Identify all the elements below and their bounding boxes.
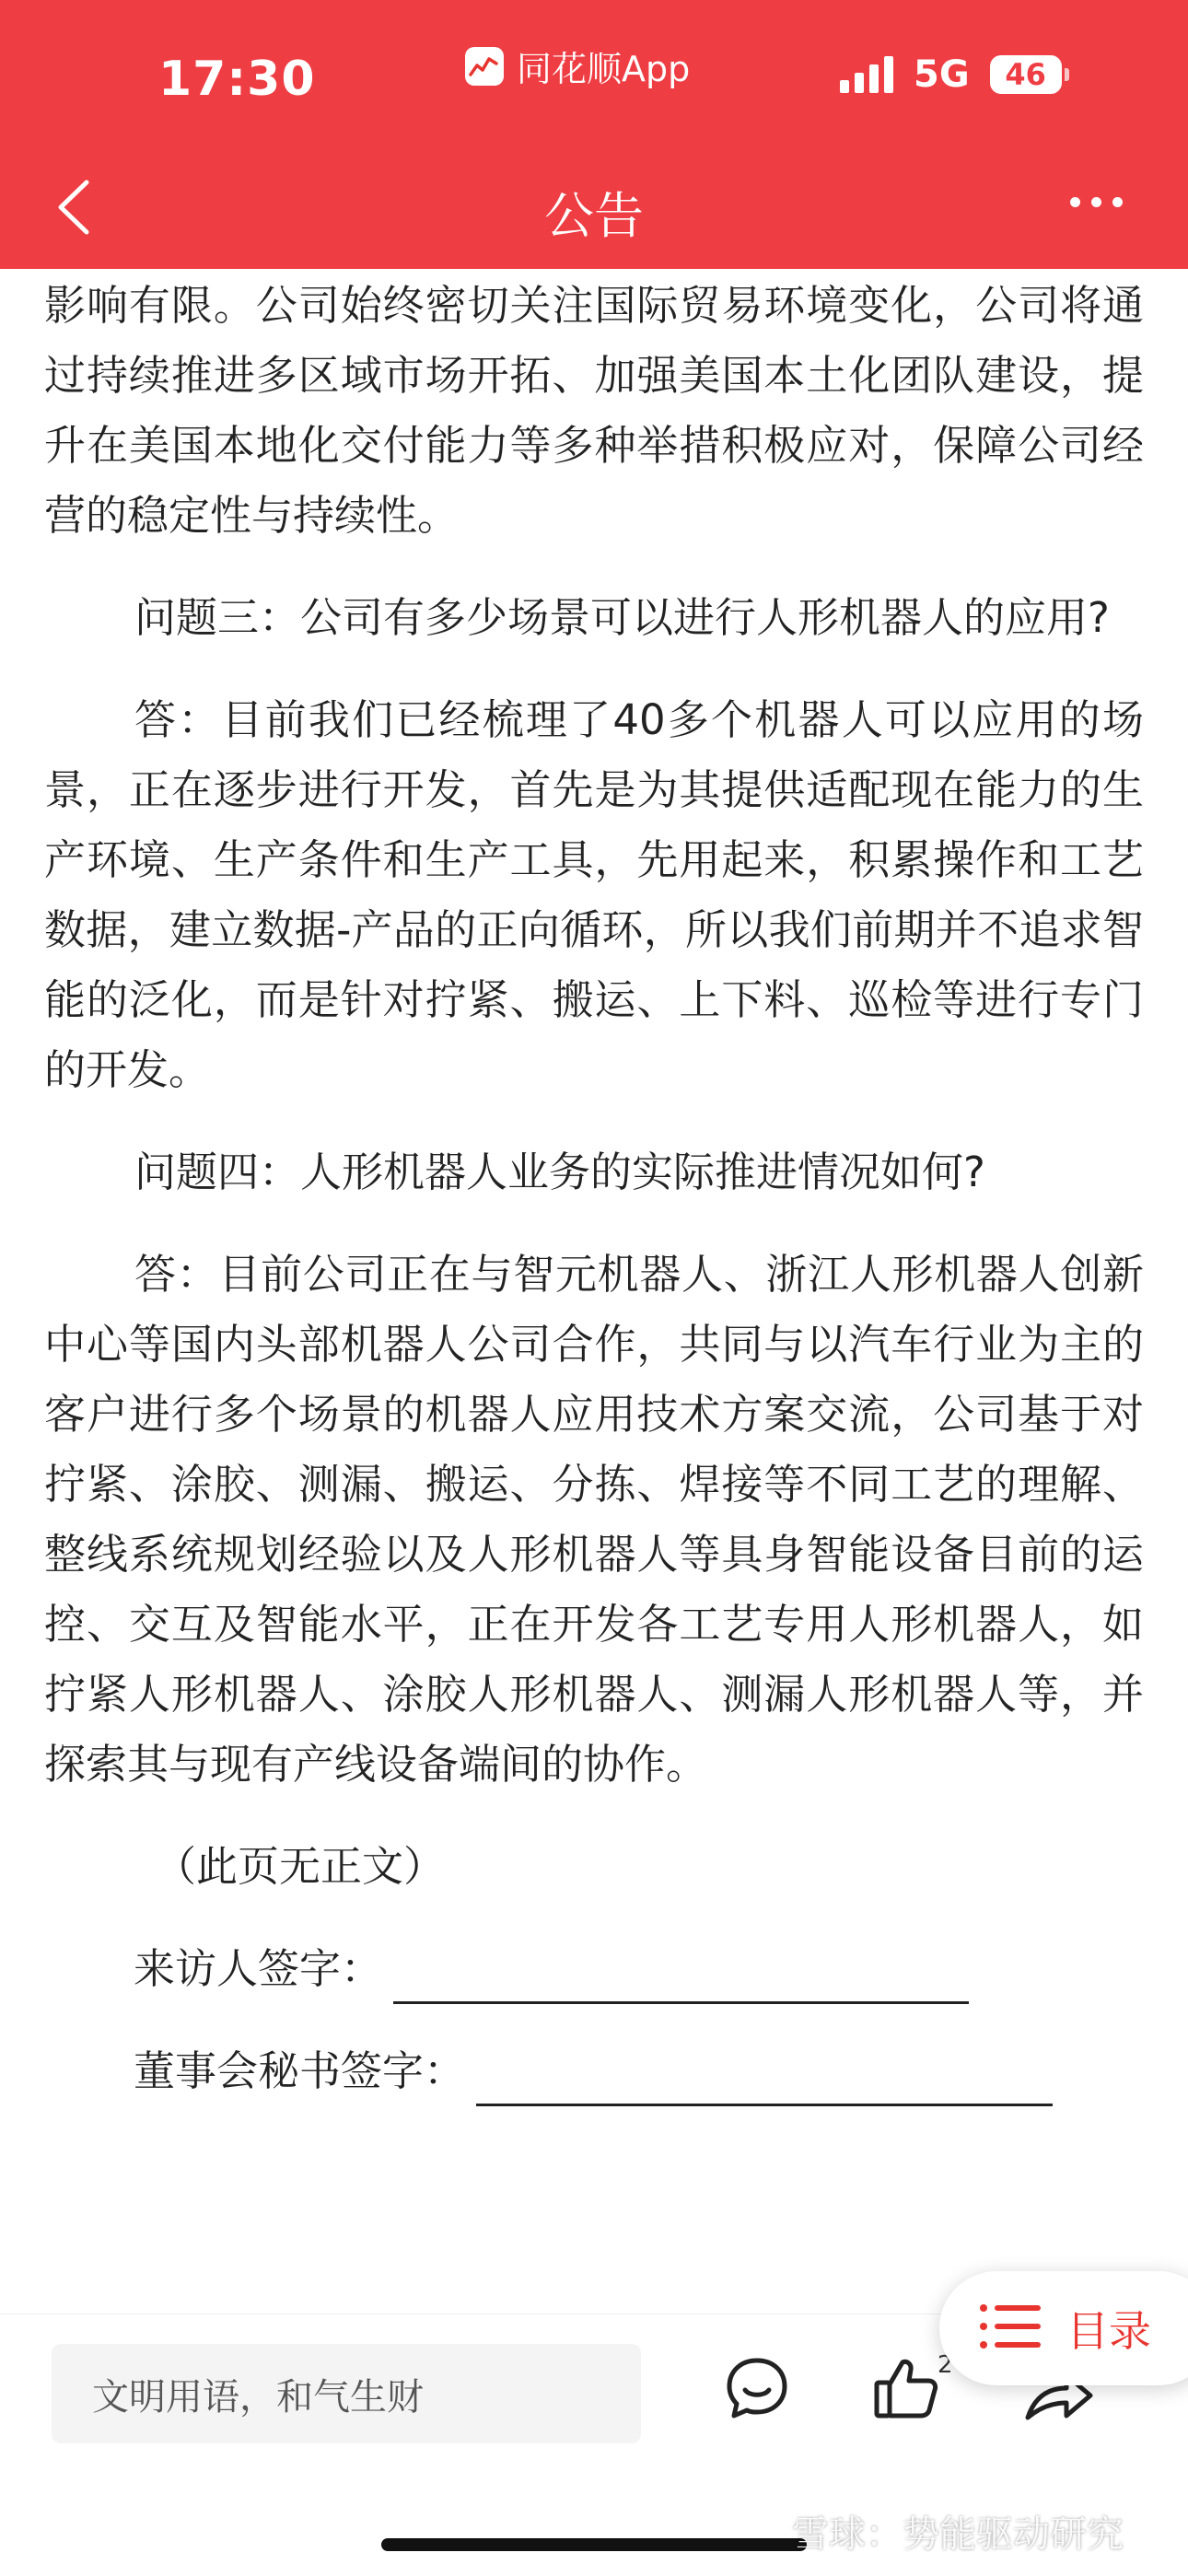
status-time: 17:30: [158, 52, 316, 107]
like-thumb-icon[interactable]: [871, 2353, 941, 2427]
secretary-signature-line: [0, 2036, 1188, 2106]
page-title: 公告: [544, 187, 644, 245]
announcement-content: [0, 269, 1188, 2314]
like-count: 2: [938, 2351, 953, 2379]
answer-three: 答：目前我们已经梳理了40多个机器人可以应用的场景，正在逐步进行开发，首先是为其提供适配现在能力的生产环境、生产条件和生产工具，先用起来，积累操作和工艺数据，建立数据-产品的正向循环，所以我们前期并不追求智能的泛化，而是针对拧紧、搬运、上下料、巡检等进行专门的开发。: [44, 695, 1144, 1094]
secretary-sign-label: 董事会秘书签字：: [134, 2046, 466, 2095]
status-indicators: [840, 53, 1069, 96]
answer-four: 答：目前公司正在与智元机器人、浙江人形机器人创新中心等国内头部机器人公司合作，共同与以汽车行业为主的客户进行多个场景的机器人应用技术方案交流，公司基于对拧紧、涂胶、测漏、搬运、分拣、焊接等不同工艺的理解、整线系统规划经验以及人形机器人等具身智能设备目前的运控、交互及智能水平，正在开发各工艺专用人形机器人，如拧紧人形机器人、涂胶人形机器人、测漏人形机器人等，并探索其与现有产线设备端间的协作。: [44, 1250, 1144, 1789]
paragraph-continuation: 影响有限。公司始终密切关注国际贸易环境变化，公司将通过持续推进多区域市场开拓、加强美国本土化团队建设，提升在美国本地化交付能力等多种举措积极应对，保障公司经营的稳定性与持续性。: [44, 281, 1144, 540]
visitor-sign-label: 来访人签字：: [134, 1944, 383, 1993]
comment-input[interactable]: 文明用语，和气生财: [52, 2344, 641, 2443]
battery-level: 46: [990, 55, 1062, 94]
toc-label: 目录: [1066, 2306, 1151, 2356]
watermark: [792, 2505, 1124, 2558]
watermark-text: 雪球：势能驱动研究: [792, 2513, 1124, 2556]
question-four: 问题四：人形机器人业务的实际推进情况如何?: [134, 1148, 985, 1196]
more-options-icon[interactable]: [1070, 197, 1123, 207]
question-three: 问题三：公司有多少场景可以进行人形机器人的应用?: [134, 593, 1110, 642]
no-body-note: （此页无正文）: [155, 1842, 446, 1891]
visitor-sign-blank: [393, 1946, 969, 2004]
header-bar: [0, 0, 1188, 269]
list-icon: [978, 2301, 1042, 2356]
battery-icon: [990, 55, 1069, 94]
home-indicator[interactable]: [381, 2538, 807, 2551]
app-logo-icon: [465, 47, 504, 86]
status-app-name: 同花顺App: [517, 49, 691, 89]
network-type: 5G: [914, 53, 970, 96]
visitor-signature-line: [0, 1934, 1188, 2004]
signal-icon: [840, 56, 893, 93]
secretary-sign-blank: [476, 2048, 1053, 2106]
comment-icon[interactable]: [722, 2353, 792, 2427]
status-app-badge[interactable]: [465, 41, 690, 91]
table-of-contents-button[interactable]: [939, 2271, 1188, 2385]
